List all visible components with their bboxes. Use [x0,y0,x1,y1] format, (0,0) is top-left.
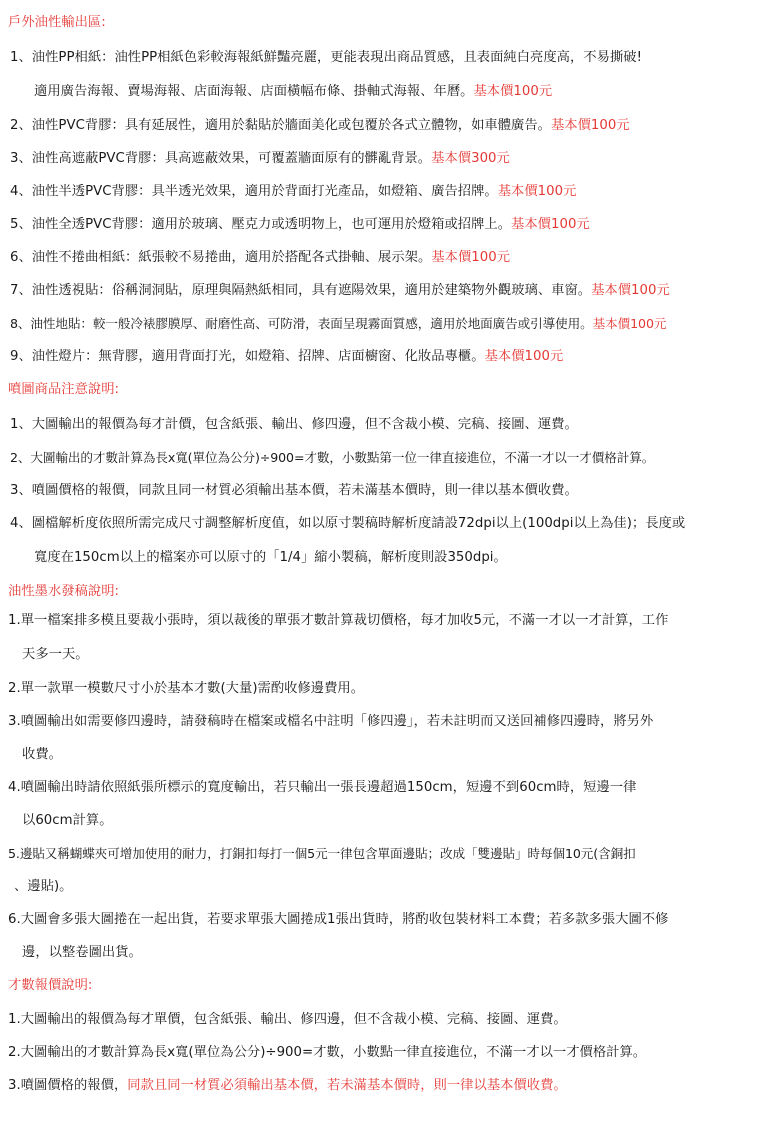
ink-line-3-cont: 收費。 [22,747,62,762]
section-title-notes: 噴圖商品注意說明: [8,382,120,397]
ink-line-5: 5.邊貼又稱蝴蝶夾可增加使用的耐力，打銅扣每打一個5元一律包含單面邊貼；改成「雙邊貼」時每個10元(含銅扣 [8,846,636,861]
ink-line-4-cont: 以60cm計算。 [22,813,113,828]
section-title-pricing: 才數報價說明: [8,978,93,993]
price-label: 基本價100元 [591,283,670,298]
outdoor-item-1-usage: 適用廣告海報、賣場海報、店面海報、店面橫幅布條、掛軸式海報、年曆。基本價100元 [34,84,553,99]
pricing-line-3: 3.噴圖價格的報價，同款且同一材質必須輸出基本價，若未滿基本價時，則一律以基本價收費。 [8,1078,567,1093]
outdoor-item-5: 5、油性全透PVC背膠：適用於玻璃、壓克力或透明物上，也可運用於燈箱或招牌上。基本價100元 [10,217,590,232]
price-label: 基本價100元 [484,349,564,364]
ink-line-6: 6.大圖會多張大圖捲在一起出貨，若要求單張大圖捲成1張出貨時，將酌收包裝材料工本費；若多款多張大圖不修 [8,912,669,927]
price-label: 基本價100元 [473,84,553,99]
outdoor-item-4: 4、油性半透PVC背膠：具半透光效果，適用於背面打光產品，如燈箱、廣告招牌。基本價100元 [10,184,577,199]
ink-line-2: 2.單一款單一模數尺寸小於基本才數(大量)需酌收修邊費用。 [8,681,365,696]
ink-line-1: 1.單一檔案排多模且要裁小張時，須以裁後的單張才數計算裁切價格，每才加收5元，不滿一才以一才計算，工作 [8,613,669,628]
outdoor-item-1: 1、油性PP相紙：油性PP相紙色彩較海報紙鮮豔亮麗，更能表現出商品質感，且表面純白亮度高，不易撕破! [10,50,642,65]
pricing-line-1: 1.大圖輸出的報價為每才單價，包含紙張、輸出、修四邊，但不含裁小模、完稿、接圖、運費。 [8,1012,567,1027]
notes-line-3: 3、噴圖價格的報價，同款且同一材質必須輸出基本價，若未滿基本價時，則一律以基本價收費。 [10,483,578,498]
price-label: 基本價300元 [431,151,510,166]
notes-line-2: 2、大圖輸出的才數計算為長x寬(單位為公分)÷900=才數，小數點第一位一律直接進位，不滿一才以一才價格計算。 [10,450,655,465]
price-label: 基本價100元 [431,250,511,265]
ink-line-5-cont: 、邊貼)。 [14,879,73,894]
pricing-line-2: 2.大圖輸出的才數計算為長x寬(單位為公分)÷900=才數，小數點一律直接進位，不滿一才以一才價格計算。 [8,1045,647,1060]
price-label: 基本價100元 [497,184,577,199]
price-label: 基本價100元 [592,316,667,331]
outdoor-item-9: 9、油性燈片：無背膠，適用背面打光，如燈箱、招牌、店面櫥窗、化妝品專櫃。基本價100元 [10,349,564,364]
section-title-outdoor: 戶外油性輸出區: [8,15,106,30]
ink-line-1-cont: 天多一天。 [22,647,89,662]
notes-line-4-cont: 寬度在150cm以上的檔案亦可以原寸的「1/4」縮小製稿，解析度則設350dpi。 [34,550,507,565]
outdoor-item-7: 7、油性透視貼：俗稱洞洞貼，原理與隔熱紙相同，具有遮陽效果，適用於建築物外觀玻璃、車窗。基本價100元 [10,283,670,298]
notes-line-1: 1、大圖輸出的報價為每才計價，包含紙張、輸出、修四邊，但不含裁小模、完稿、接圖、運費。 [10,417,578,432]
outdoor-item-3: 3、油性高遮蔽PVC背膠：具高遮蔽效果，可覆蓋牆面原有的髒亂背景。基本價300元 [10,151,510,166]
ink-line-3: 3.噴圖輸出如需要修四邊時，請發稿時在檔案或檔名中註明「修四邊」，若未註明而又送回補修四邊時，將另外 [8,714,654,729]
price-label: 基本價100元 [511,217,590,232]
outdoor-item-6: 6、油性不捲曲相紙：紙張較不易捲曲，適用於搭配各式掛軸、展示架。基本價100元 [10,250,511,265]
notes-line-4: 4、圖檔解析度依照所需完成尺寸調整解析度值，如以原寸製稿時解析度請設72dpi以上(100dpi以上為佳)；長度或 [10,516,686,531]
section-title-ink: 油性墨水發稿說明: [8,584,120,599]
outdoor-item-2: 2、油性PVC背膠：具有延展性，適用於黏貼於牆面美化或包覆於各式立體物，如車體廣告。基本價100元 [10,118,630,133]
ink-line-6-cont: 邊，以整卷圖出貨。 [22,945,142,960]
ink-line-4: 4.噴圖輸出時請依照紙張所標示的寬度輸出，若只輸出一張長邊超過150cm，短邊不到60cm時，短邊一律 [8,780,637,795]
pricing-highlight: 同款且同一材質必須輸出基本價，若未滿基本價時，則一律以基本價收費。 [127,1078,567,1093]
price-label: 基本價100元 [550,118,630,133]
outdoor-item-8: 8、油性地貼：較一般冷裱膠膜厚、耐磨性高、可防滑，表面呈現霧面質感，適用於地面廣告或引導使用。基本價100元 [10,316,667,331]
